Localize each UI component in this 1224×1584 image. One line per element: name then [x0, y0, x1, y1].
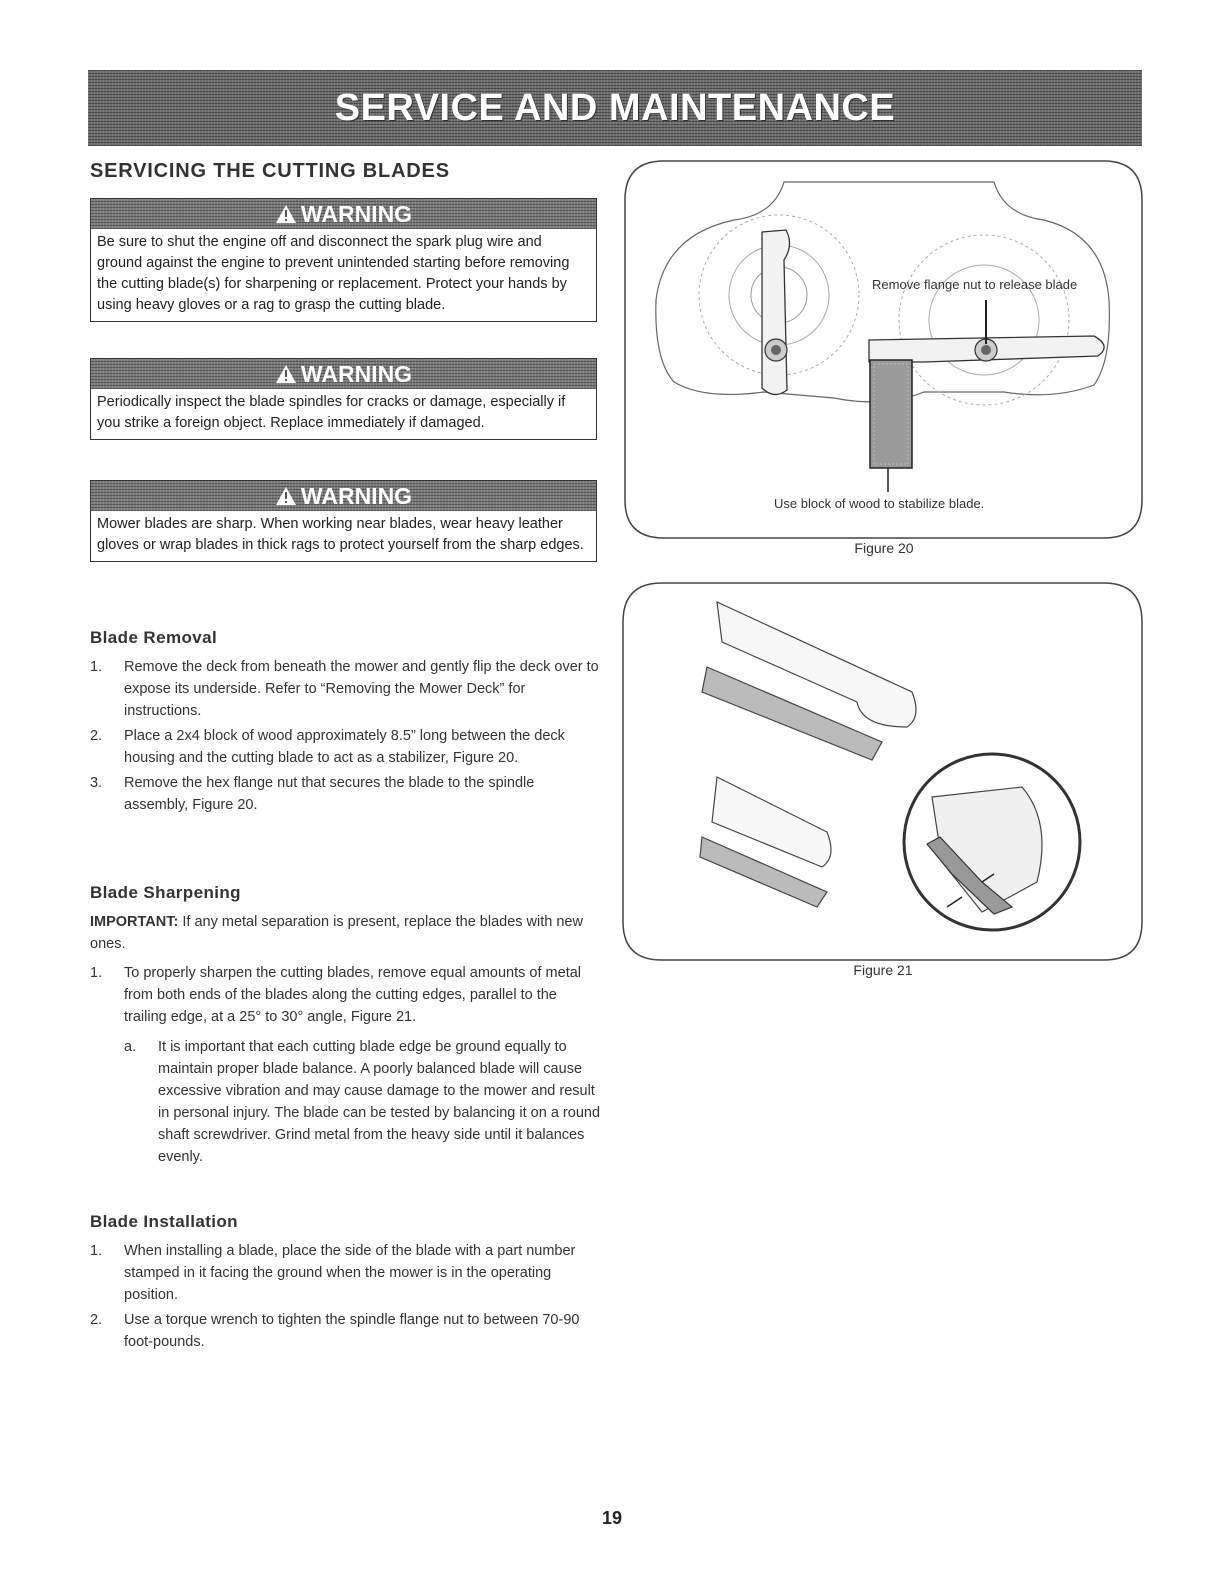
list-item: [124, 1036, 600, 1168]
page-header-banner: [88, 70, 1142, 146]
step-text: Use a torque wrench to tighten the spindle flange nut to between 70-90 foot-pounds.: [124, 1312, 580, 1350]
substep-letter: a.: [124, 1039, 137, 1055]
important-note: [90, 911, 600, 955]
warning-text: Periodically inspect the blade spindles for cracks or damage, especially if you strike a foreign object. Replace immediately if damaged.: [97, 394, 566, 431]
list-item: [90, 772, 600, 816]
warning-header: [91, 199, 596, 229]
section-title: SERVICING THE CUTTING BLADES: [90, 160, 450, 182]
warning-header: [91, 481, 596, 511]
blade-sharpening-steps: [90, 962, 600, 1031]
callout-flange-nut: Remove flange nut to release blade: [872, 277, 1078, 292]
list-item: [90, 962, 600, 1028]
warning-triangle-icon: [275, 486, 297, 506]
list-item: [90, 725, 600, 769]
list-item: [90, 1240, 600, 1306]
blade-removal-heading: Blade Removal: [90, 628, 218, 647]
step-text: Remove the deck from beneath the mower and gently flip the deck over to expose its underside. Refer to “Removing the Mower Deck” for instructions.: [124, 659, 599, 719]
blade-sharpening-heading: Blade Sharpening: [90, 883, 241, 902]
blade-installation-heading: Blade Installation: [90, 1212, 238, 1231]
step-number: 2.: [90, 1312, 103, 1328]
figure-21-caption: Figure 21: [853, 962, 913, 978]
figure-20-caption: Figure 20: [854, 540, 914, 556]
list-item: [90, 656, 600, 722]
step-number: 1.: [90, 1243, 103, 1259]
warning-box-1: [90, 198, 597, 322]
step-number: 1.: [90, 659, 103, 675]
step-text: Remove the hex flange nut that secures the blade to the spindle assembly, Figure 20.: [124, 775, 535, 813]
substep-text: It is important that each cutting blade edge be ground equally to maintain proper blade balance. A poorly balanced blade will cause excessive vibration and may cause damage to the mower and result in personal injury. The blade can be tested by balancing it on a round shaft screwdriver. Grind metal from the heavy side until it balances evenly.: [158, 1039, 601, 1165]
warning-text: Mower blades are sharp. When working near blades, wear heavy leather gloves or wrap blades in thick rags to protect yourself from the sharp edges.: [97, 516, 584, 553]
figure-20-illustration: [624, 160, 1144, 540]
blade-sharpening-substeps: [124, 1036, 600, 1171]
figure-21-illustration: [622, 582, 1144, 962]
warning-text: Be sure to shut the engine off and disconnect the spark plug wire and ground against the engine to prevent unintended starting before removing the cutting blade(s) for sharpening or replacement. Protect your hands by using heavy gloves or a rag to grasp the cutting blade.: [97, 234, 570, 313]
important-text: If any metal separation is present, replace the blades with new ones.: [90, 914, 583, 952]
step-number: 2.: [90, 728, 103, 744]
banner-title: SERVICE AND MAINTENANCE: [334, 86, 896, 129]
step-number: 3.: [90, 775, 103, 791]
important-label: IMPORTANT:: [90, 914, 179, 930]
blade-removal-steps: [90, 656, 600, 819]
warning-title: WARNING: [300, 360, 413, 387]
warning-header: [91, 359, 596, 389]
warning-triangle-icon: [275, 364, 297, 384]
blade-installation-steps: [90, 1240, 600, 1356]
warning-title: WARNING: [300, 482, 413, 509]
page-number: 19: [601, 1508, 623, 1528]
warning-triangle-icon: [275, 204, 297, 224]
list-item: [90, 1309, 600, 1353]
step-text: When installing a blade, place the side of the blade with a part number stamped in it facing the ground when the mower is in the operating position.: [124, 1243, 576, 1303]
warning-title: WARNING: [300, 200, 413, 227]
warning-box-3: [90, 480, 597, 562]
callout-wood-block: Use block of wood to stabilize blade.: [774, 496, 985, 511]
step-number: 1.: [90, 965, 103, 981]
warning-box-2: [90, 358, 597, 440]
step-text: To properly sharpen the cutting blades, remove equal amounts of metal from both ends of the blades along the cutting edges, parallel to the trailing edge, at a 25° to 30° angle, Figure 21.: [124, 965, 582, 1025]
step-text: Place a 2x4 block of wood approximately 8.5” long between the deck housing and the cutting blade to act as a stabilizer, Figure 20.: [124, 728, 565, 766]
